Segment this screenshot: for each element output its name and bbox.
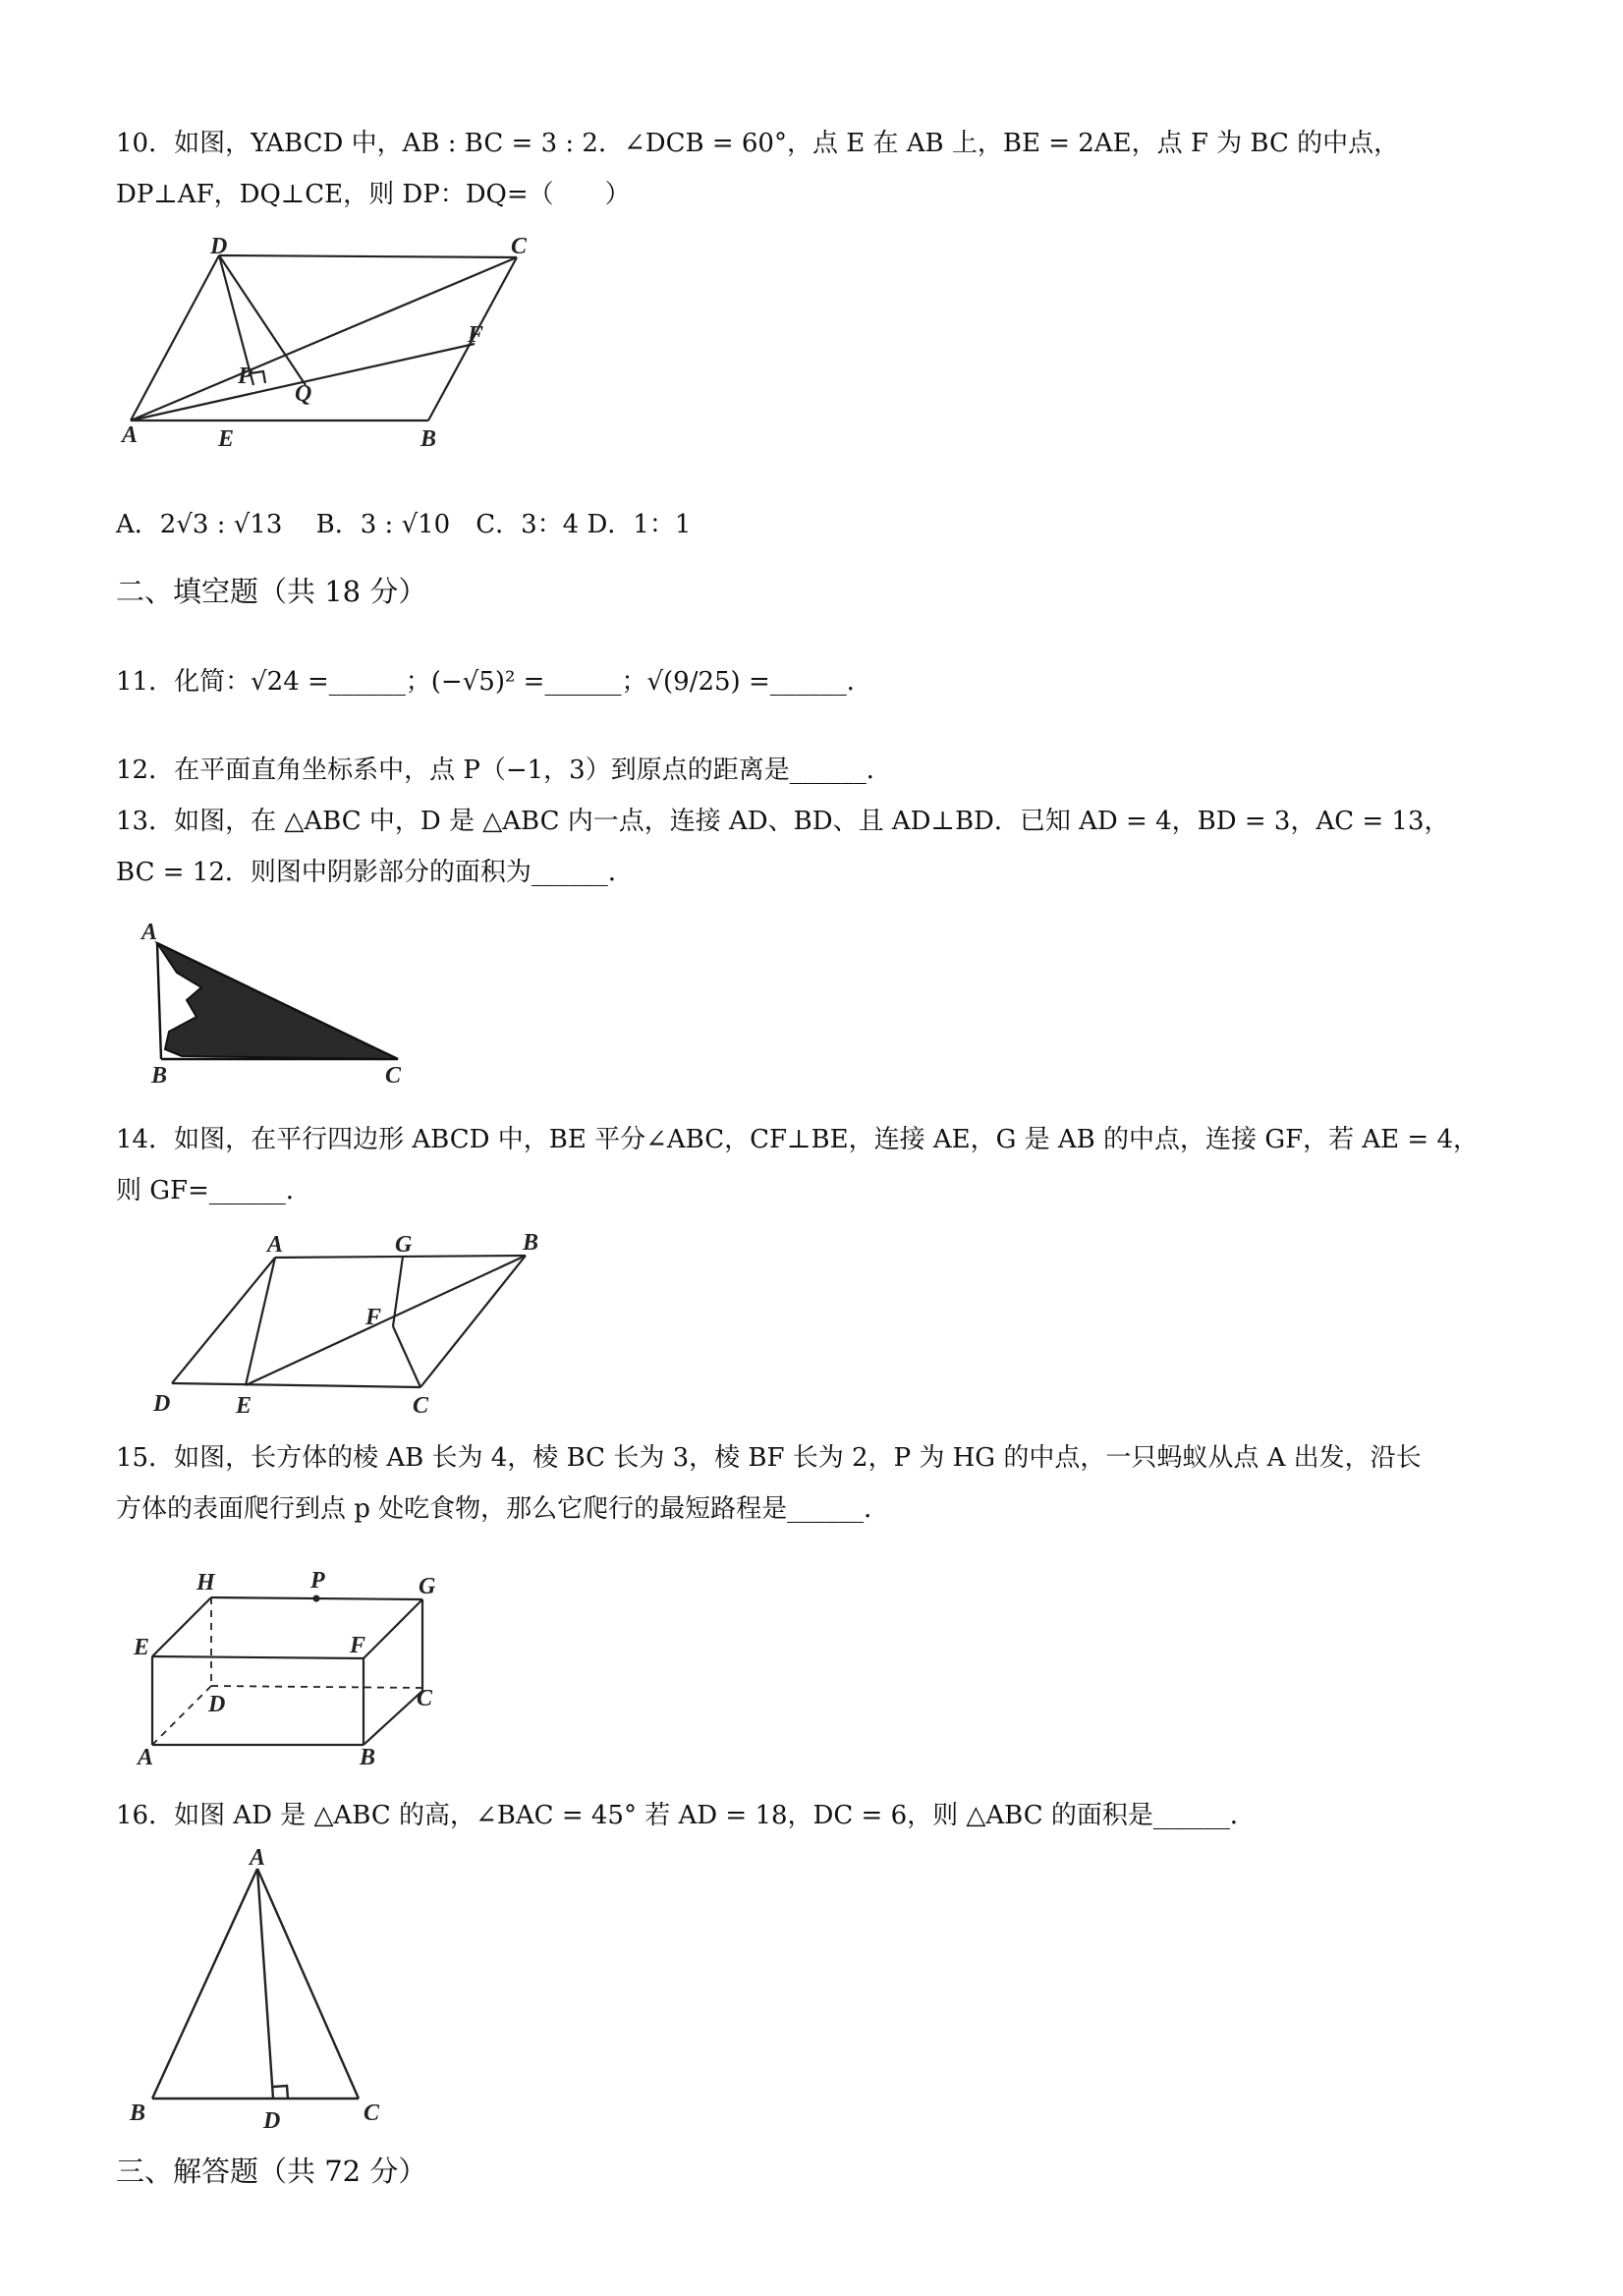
q10-label-E: E [218,426,235,452]
q14-label-A: A [267,1232,284,1258]
q14-figure [147,1228,560,1425]
q16-figure [118,1847,393,2142]
q13-stem-line1: 13．如图，在 △ABC 中，D 是 △ABC 内一点，连接 AD、BD、且 AD⊥BD．已知 AD = 4，BD = 3，AC = 13， [116,807,1450,836]
q15-label-D: D [208,1692,226,1717]
q10-stem-line2: DP⊥AF，DQ⊥CE，则 DP：DQ=（ ） [116,180,631,209]
q15-figure [128,1568,452,1774]
q13-label-B: B [151,1063,168,1089]
q10-label-B: B [420,426,437,452]
q16-label-D: D [263,2108,281,2134]
q13-label-A: A [141,920,158,945]
q14-diagram [147,1228,560,1425]
section2-heading: 二、填空题（共 18 分） [116,575,427,608]
q14-label-B: B [523,1230,539,1256]
q15-stem-line1: 15．如图，长方体的棱 AB 长为 4，棱 BC 长为 3，棱 BF 长为 2，P 为 HG 的中点，一只蚂蚁从点 A 出发，沿长 [116,1443,1422,1473]
q13-label-C: C [385,1063,402,1089]
q12-text: 12．在平面直角坐标系中，点 P（−1，3）到原点的距离是______． [116,756,892,785]
q10-figure [116,236,548,452]
q15-label-F: F [350,1633,366,1658]
q16-label-C: C [364,2100,380,2126]
q15-label-E: E [134,1635,150,1660]
q15-label-H: H [196,1570,215,1596]
q10-stem-line1: 10．如图，YABCD 中，AB : BC = 3 : 2．∠DCB = 60°，点 E 在 AB 上，BE = 2AE，点 F 为 BC 的中点， [116,129,1400,158]
q14-stem-line2: 则 GF=______． [116,1176,311,1205]
q16-label-A: A [250,1847,266,1871]
q15-label-A: A [138,1745,154,1770]
q10-options: A．2√3 : √13 B．3 : √10 C．3：4 D．1：1 [116,510,692,539]
q15-label-G: G [419,1574,436,1599]
q14-label-E: E [236,1393,252,1419]
q10-label-Q: Q [295,381,312,407]
q13-figure [128,914,422,1091]
q14-label-D: D [153,1391,171,1417]
q15-label-B: B [360,1745,376,1770]
section3-heading: 三、解答题（共 72 分） [116,2155,427,2188]
q11-text: 11．化简：√24 =______；(−√5)² =______；√(9/25) =______． [116,667,872,697]
q10-label-P: P [238,364,252,389]
q10-label-F: F [468,322,484,348]
q15-diagram [128,1568,452,1774]
q14-label-F: F [365,1305,382,1330]
q10-label-A: A [122,422,139,448]
q10-diagram [116,236,548,452]
q13-diagram [128,914,422,1091]
q14-stem-line1: 14．如图，在平行四边形 ABCD 中，BE 平分∠ABC，CF⊥BE，连接 AE，G 是 AB 的中点，连接 GF，若 AE = 4， [116,1125,1480,1154]
q16-diagram [118,1847,393,2142]
q15-label-C: C [417,1686,433,1711]
q14-label-G: G [395,1232,413,1258]
q14-label-C: C [413,1393,429,1419]
q16-label-B: B [130,2100,146,2126]
q10-label-D: D [210,236,228,259]
q10-label-C: C [511,236,528,259]
q15-stem-line2: 方体的表面爬行到点 p 处吃食物，那么它爬行的最短路程是______． [116,1494,890,1524]
q15-label-P: P [310,1568,325,1594]
q16-stem: 16．如图 AD 是 △ABC 的高，∠BAC = 45° 若 AD = 18，DC = 6，则 △ABC 的面积是______． [116,1801,1256,1830]
q13-stem-line2: BC = 12．则图中阴影部分的面积为______． [116,858,634,887]
